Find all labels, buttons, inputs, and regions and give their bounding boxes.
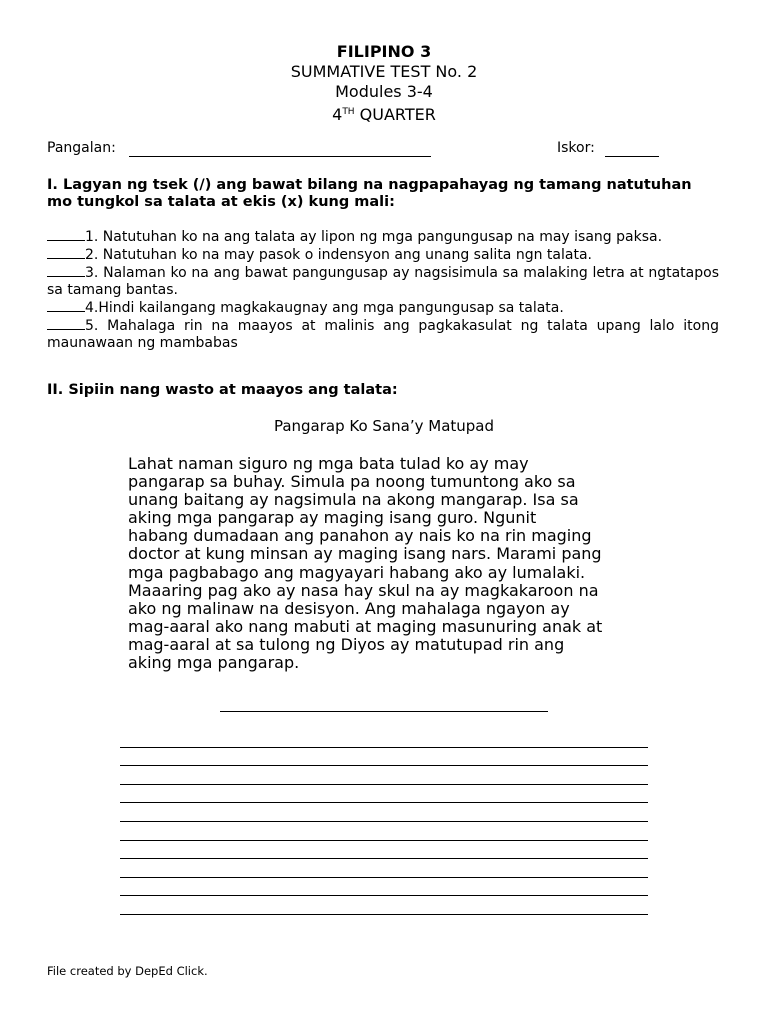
- part1-instruction: I. Lagyan ng tsek (/) ang bawat bilang na nagpapahayag ng tamang natutuhan mo tungkol sa talata at ekis (x) kung mali:: [47, 177, 692, 210]
- answer-blank[interactable]: [47, 317, 85, 330]
- writing-line[interactable]: [120, 896, 648, 915]
- score-label: Iskor:: [557, 140, 595, 156]
- writing-line[interactable]: [120, 841, 648, 860]
- story-paragraph: [128, 455, 628, 672]
- part2-instruction: II. Sipiin nang wasto at maayos ang talata:: [47, 382, 398, 398]
- story-line: habang dumadaan ang panahon ay nais ko na rin maging: [128, 526, 592, 546]
- writing-line[interactable]: [120, 785, 648, 804]
- footer-credit: File created by DepEd Click.: [47, 964, 208, 978]
- story-line: Maaaring pag ako ay nasa hay skul na ay magkakaroon na: [128, 580, 599, 600]
- answer-blank[interactable]: [47, 228, 85, 241]
- score-field[interactable]: [605, 140, 659, 157]
- test-title: SUMMATIVE TEST No. 2: [290, 62, 478, 81]
- story-line: unang baitang ay nagsimula na akong mangarap. Isa sa: [128, 490, 579, 510]
- story-line: aking mga pangarap ay maging isang guro. Ngunit: [128, 508, 537, 528]
- modules-label: Modules 3-4: [335, 82, 433, 101]
- answer-blank[interactable]: [47, 299, 85, 312]
- story-line: ako ng malinaw na desisyon. Ang mahalaga ngayon ay: [128, 598, 570, 618]
- story-line: aking mga pangarap.: [128, 653, 300, 673]
- name-score-row: [47, 140, 719, 160]
- story-line: mag-aaral ako nang mabuti at maging masunuring anak at: [128, 616, 603, 636]
- quarter-superscript: TH: [342, 107, 355, 117]
- quarter-label: [0, 102, 768, 125]
- story-line: pangarap sa buhay. Simula pa noong tumuntong ako sa: [128, 472, 576, 492]
- writing-line[interactable]: [120, 748, 648, 767]
- writing-line[interactable]: [120, 878, 648, 897]
- story-line: mag-aaral at sa tulong ng Diyos ay matutupad rin ang: [128, 634, 565, 654]
- story-line: doctor at kung minsan ay maging isang nars. Marami pang: [128, 544, 602, 564]
- writing-line[interactable]: [120, 859, 648, 878]
- list-item: 5. Mahalaga rin na maayos at malinis ang pagkakasulat ng talata upang lalo itong maunawaan ng mambabas: [47, 318, 719, 351]
- subject-title: FILIPINO 3: [336, 42, 432, 61]
- quarter-number: 4: [332, 105, 343, 124]
- name-label: Pangalan:: [47, 140, 116, 156]
- list-item: 4.Hindi kailangang magkakaugnay ang mga pangungusap sa talata.: [47, 299, 719, 317]
- part1-items: [47, 228, 719, 352]
- writing-line[interactable]: [120, 766, 648, 785]
- quarter-word: QUARTER: [359, 105, 436, 124]
- writing-line[interactable]: [120, 803, 648, 822]
- list-item: 1. Natutuhan ko na ang talata ay lipon ng mga pangungusap na may isang paksa.: [47, 228, 719, 246]
- writing-line[interactable]: [120, 822, 648, 841]
- writing-line[interactable]: [120, 729, 648, 748]
- story-line: Lahat naman siguro ng mga bata tulad ko ay may: [128, 454, 529, 473]
- answer-blank[interactable]: [47, 246, 85, 259]
- story-title: Pangarap Ko Sana’y Matupad: [273, 417, 495, 435]
- list-item: 3. Nalaman ko na ang bawat pangungusap ay nagsisimula sa malaking letra at ngtatapos sa tamang bantas.: [47, 265, 719, 298]
- name-field[interactable]: [129, 140, 431, 157]
- answer-blank[interactable]: [47, 264, 85, 277]
- copy-writing-area: [120, 729, 648, 915]
- test-header: [0, 42, 768, 125]
- copy-title-line[interactable]: [220, 711, 548, 712]
- story-line: mga pagbabago ang magyayari habang ako ay lumalaki.: [128, 562, 586, 582]
- list-item: 2. Natutuhan ko na may pasok o indensyon ang unang salita ngn talata.: [47, 246, 719, 264]
